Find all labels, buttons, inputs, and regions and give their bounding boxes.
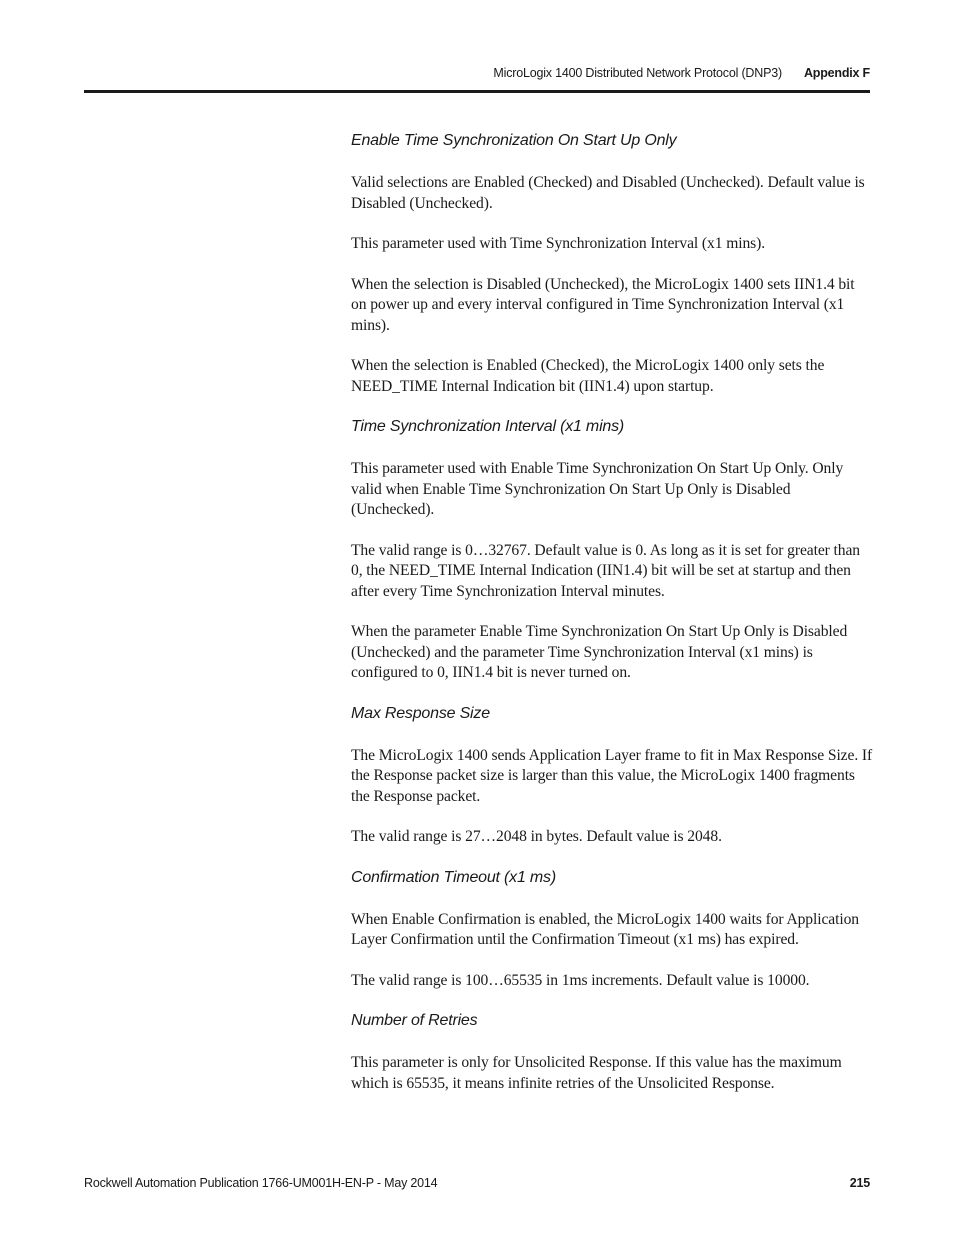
section-heading: Enable Time Synchronization On Start Up Only <box>351 132 677 149</box>
section-heading: Max Response Size <box>351 704 490 722</box>
section-enable-time-sync <box>351 131 873 397</box>
paragraph: When Enable Confirmation is enabled, the MicroLogix 1400 waits for Application Layer Confirmation until the Confirmation Timeout (x1 ms) has expired. <box>351 910 859 948</box>
paragraph: This parameter is only for Unsolicited Response. If this value has the maximum which is 65535, it means infinite retries of the Unsolicited Response. <box>351 1054 842 1092</box>
paragraph: The valid range is 0…32767. Default value is 0. As long as it is set for greater than 0, the NEED_TIME Internal Indication (IIN1.4) bit will be set at startup and then after every Time Synchronization Interval minutes. <box>351 541 861 600</box>
section-number-of-retries <box>351 1011 873 1094</box>
paragraph: The valid range is 100…65535 in 1ms increments. Default value is 10000. <box>351 971 810 989</box>
paragraph: The MicroLogix 1400 sends Application Layer frame to fit in Max Response Size. If the Response packet size is larger than this value, the MicroLogix 1400 fragments the Response packet. <box>351 746 873 805</box>
paragraph: This parameter used with Time Synchronization Interval (x1 mins). <box>351 235 766 252</box>
paragraph: When the selection is Disabled (Unchecked), the MicroLogix 1400 sets IIN1.4 bit on power up and every interval configured in Time Synchronization Interval (x1 mins). <box>351 275 855 334</box>
paragraph: When the parameter Enable Time Synchronization On Start Up Only is Disabled (Unchecked) and the parameter Time Synchronization Interval (x1 mins) is configured to 0, IIN1.4 bit is never turned on. <box>351 623 848 681</box>
header-appendix: Appendix F <box>803 66 870 80</box>
page-header <box>84 60 870 93</box>
section-heading: Time Synchronization Interval (x1 mins) <box>351 418 625 435</box>
section-max-response-size <box>351 704 873 848</box>
header-title: MicroLogix 1400 Distributed Network Protocol (DNP3) <box>493 66 782 80</box>
paragraph: The valid range is 27…2048 in bytes. Default value is 2048. <box>351 828 722 845</box>
section-heading: Confirmation Timeout (x1 ms) <box>351 868 556 886</box>
paragraph: This parameter used with Enable Time Synchronization On Start Up Only. Only valid when Enable Time Synchronization On Start Up Only is Disabled (Unchecked). <box>351 460 844 518</box>
header-text <box>493 66 870 80</box>
page-number: 215 <box>849 1176 870 1190</box>
footer-publication: Rockwell Automation Publication 1766-UM001H-EN-P - May 2014 <box>84 1176 438 1190</box>
section-heading: Number of Retries <box>351 1012 478 1029</box>
section-confirmation-timeout <box>351 868 873 992</box>
paragraph: Valid selections are Enabled (Checked) and Disabled (Unchecked). Default value is Disabled (Unchecked). <box>351 174 865 212</box>
section-time-sync-interval <box>351 417 873 684</box>
paragraph: When the selection is Enabled (Checked), the MicroLogix 1400 only sets the NEED_TIME Internal Indication bit (IIN1.4) upon startup. <box>351 357 825 395</box>
main-content <box>351 131 873 1114</box>
